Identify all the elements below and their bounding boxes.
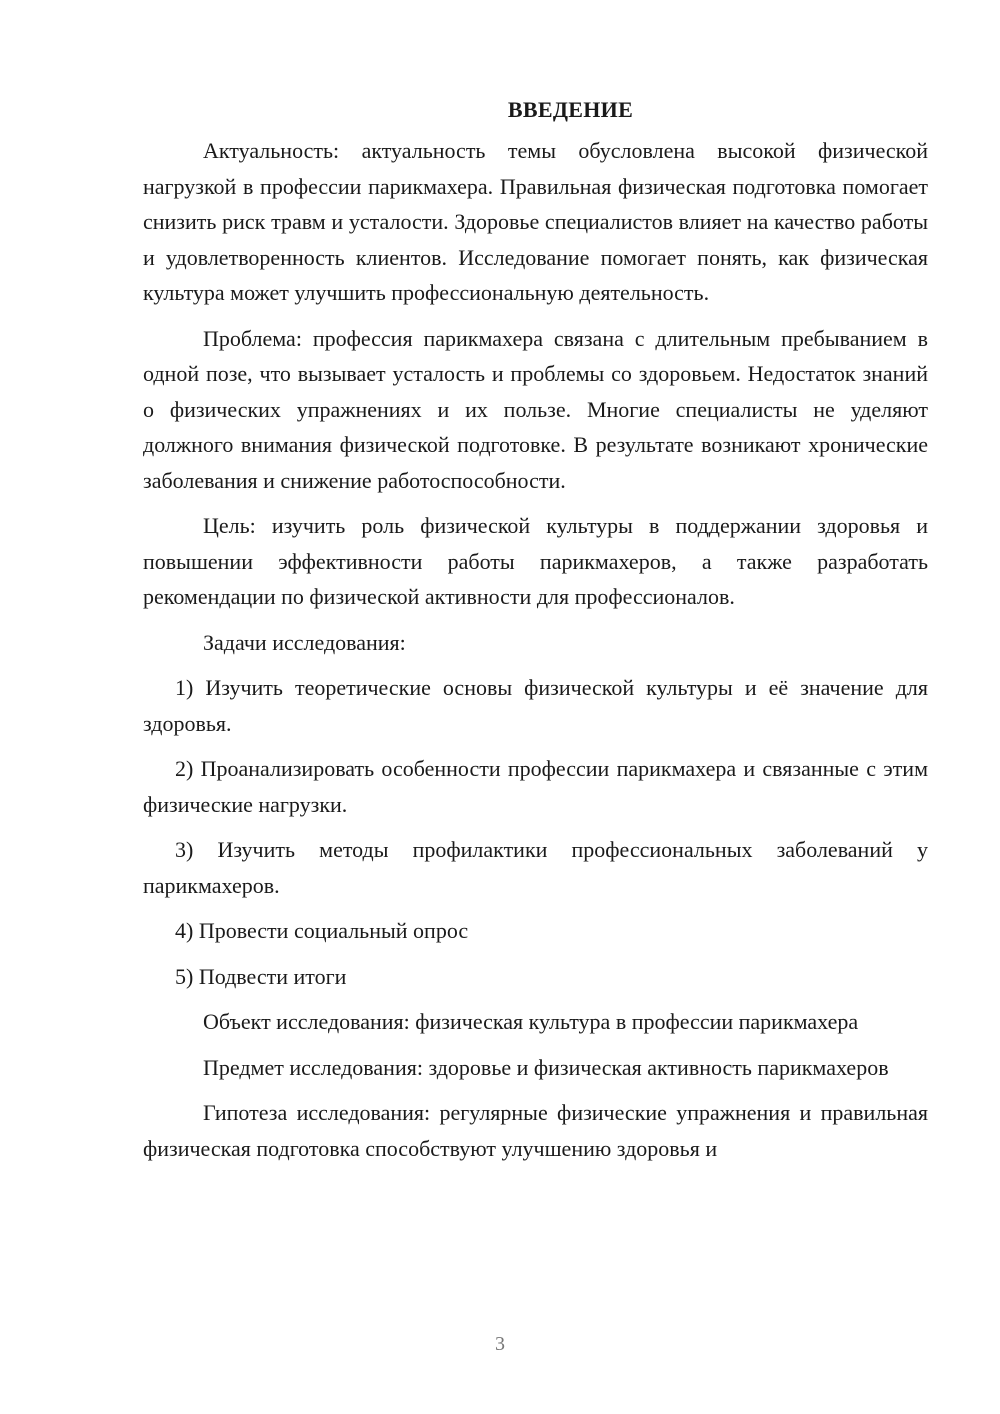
hypothesis-paragraph: Гипотеза исследования: регулярные физические упражнения и правильная физическая подготовка способствуют улучшению здоровья и (143, 1100, 928, 1161)
problem-paragraph: Проблема: профессия парикмахера связана с длительным пребыванием в одной позе, что вызывает усталость и проблемы со здоровьем. Недостаток знаний о физических упражнениях и их пользе. Многие специалисты не уделяют должного внимания физической подготовке. В результате возникают хронические заболевания и снижение работоспособности. (143, 325, 928, 493)
goal-paragraph: Цель: изучить роль физической культуры в поддержании здоровья и повышении эффективности работы парикмахеров, а также разработать рекомендации по физической активности для профессионалов. (143, 513, 928, 609)
document-page (143, 92, 928, 1176)
object-paragraph: Объект исследования: физическая культура в профессии парикмахера (203, 1009, 859, 1034)
section-heading: ВВЕДЕНИЕ (507, 97, 634, 122)
task-item: 5) Подвести итоги (175, 963, 347, 989)
page-number: 3 (495, 1333, 505, 1355)
task-item: 4) Провести социальный опрос (175, 918, 469, 943)
task-item: 1) Изучить теоретические основы физической культуры и её значение для здоровья. (143, 675, 928, 736)
subject-paragraph: Предмет исследования: здоровье и физическая активность парикмахеров (203, 1054, 889, 1080)
task-item: 2) Проанализировать особенности профессии парикмахера и связанные с этим физические нагрузки. (143, 756, 928, 817)
relevance-paragraph: Актуальность: актуальность темы обусловлена высокой физической нагрузкой в профессии парикмахера. Правильная физическая подготовка помогает снизить риск травм и усталости. Здоровье специалистов влияет на качество работы и удовлетворенность клиентов. Исследование помогает понять, как физическая культура может улучшить профессиональную деятельность. (143, 138, 928, 305)
tasks-title: Задачи исследования: (203, 629, 406, 655)
task-item: 3) Изучить методы профилактики профессиональных заболеваний у парикмахеров. (143, 837, 928, 898)
